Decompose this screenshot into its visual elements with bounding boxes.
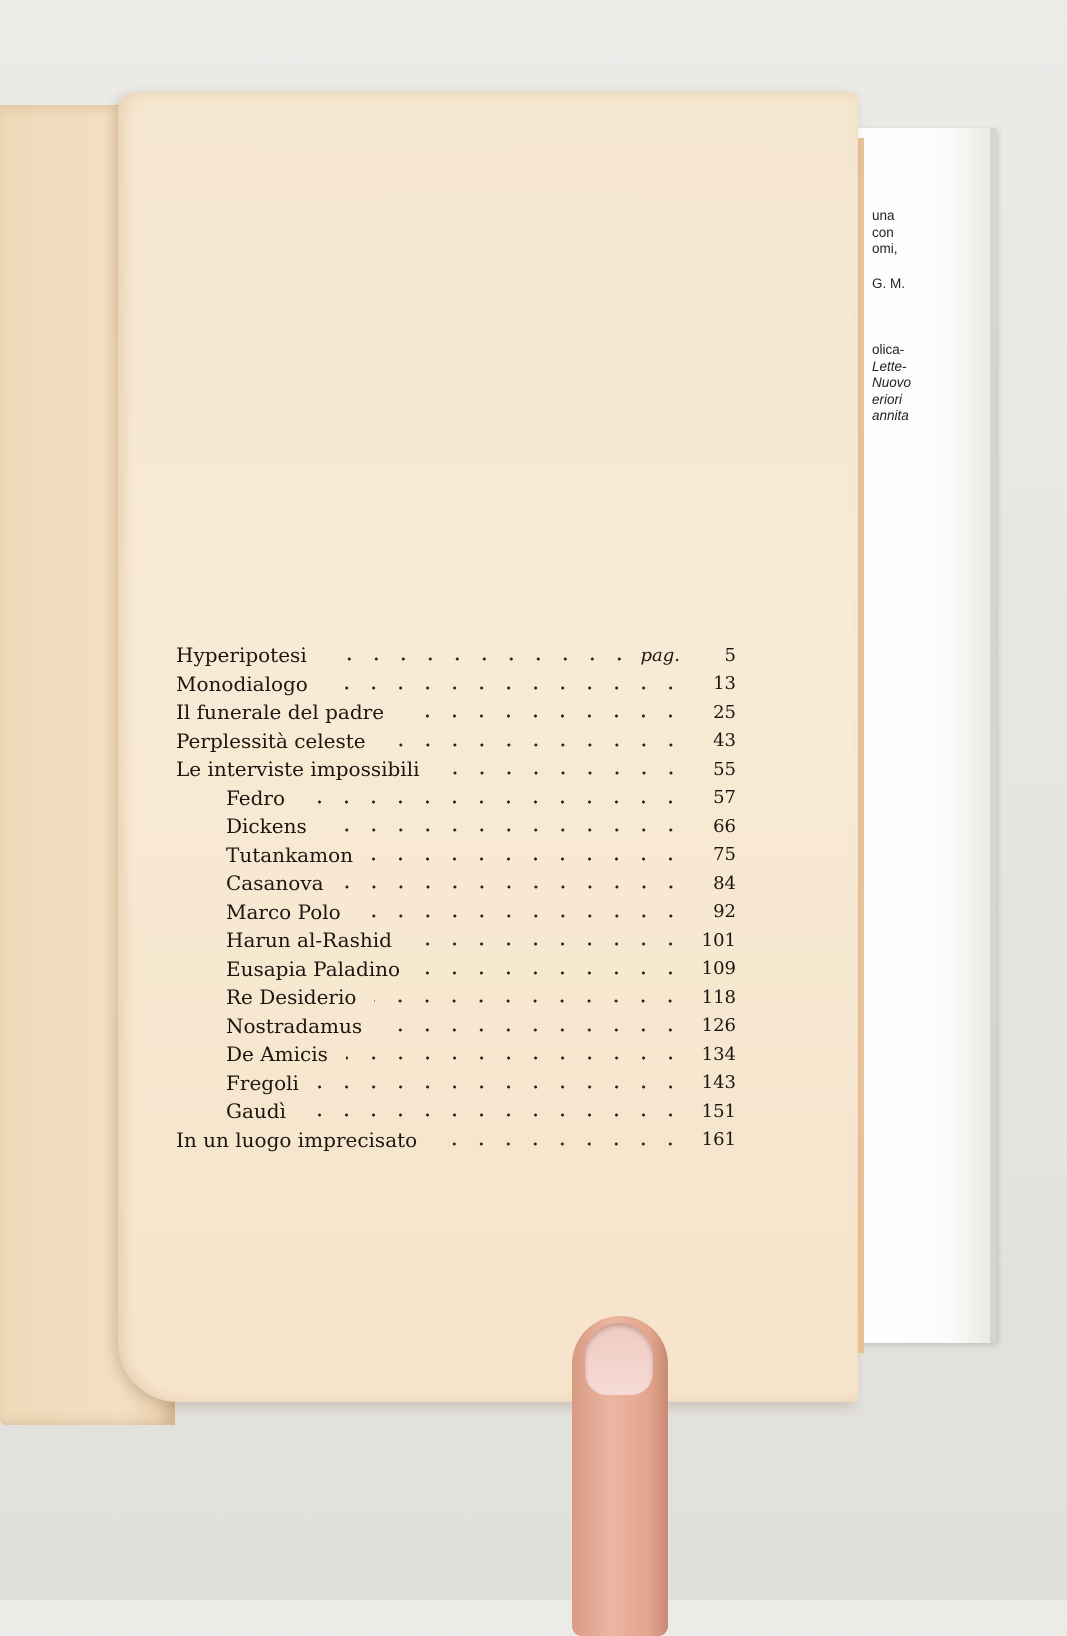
toc-entry (176, 641, 736, 670)
toc-entry-title: Casanova (226, 871, 324, 896)
toc-entry-page: 43 (713, 730, 736, 752)
toc-entry (176, 755, 736, 784)
toc-entry-title: Hyperipotesi (176, 643, 307, 668)
toc-entry-page: 143 (701, 1072, 736, 1094)
toc-entry-page: 5 (724, 644, 736, 666)
toc-entry-title: Fedro (226, 785, 286, 810)
toc-entry-page: 118 (701, 986, 736, 1008)
dot-leader (342, 885, 684, 889)
dot-leader (435, 1142, 684, 1146)
dot-leader (346, 1056, 684, 1060)
fingernail (585, 1323, 653, 1395)
toc-entry (176, 1097, 736, 1126)
dot-leader (384, 743, 684, 747)
table-of-contents (176, 641, 736, 1154)
toc-entry-page: 25 (713, 701, 736, 723)
toc-entry-page: 134 (701, 1043, 736, 1065)
dot-leader (410, 942, 684, 946)
toc-entry-page: 57 (713, 787, 736, 809)
toc-entry-title: Le interviste impossibili (176, 757, 420, 782)
dot-leader (418, 971, 684, 975)
toc-entry-title: Eusapia Paladino (226, 956, 401, 981)
toc-entry-page: 101 (701, 929, 736, 951)
toc-entry (176, 983, 736, 1012)
toc-entry-page: 13 (713, 673, 736, 695)
toc-entry (176, 698, 736, 727)
jacket-line: olica- (872, 342, 905, 357)
toc-entry (176, 869, 736, 898)
toc-entry (176, 727, 736, 756)
pag-label: pag. (640, 644, 680, 666)
toc-entry-title: Fregoli (226, 1070, 299, 1095)
toc-entry-page: 109 (701, 958, 736, 980)
dot-leader (359, 914, 684, 918)
jacket-line: con (872, 224, 894, 240)
toc-entry-page: 92 (713, 901, 736, 923)
dot-leader (438, 771, 685, 775)
dot-leader (326, 686, 684, 690)
toc-entry-title: Marco Polo (226, 899, 341, 924)
dot-leader (325, 657, 633, 661)
dot-leader (325, 828, 684, 832)
toc-entry-title: De Amicis (226, 1042, 328, 1067)
toc-entry-page: 126 (701, 1015, 736, 1037)
dot-leader (402, 714, 684, 718)
jacket-line: Lette- (872, 358, 907, 374)
toc-entry-page: 161 (701, 1129, 736, 1151)
toc-entry-title: Monodialogo (176, 671, 308, 696)
toc-entry-page: 66 (713, 815, 736, 837)
toc-entry (176, 841, 736, 870)
dot-leader (374, 999, 684, 1003)
toc-entry-title: In un luogo imprecisato (176, 1127, 418, 1152)
jacket-line: eriori (872, 391, 903, 407)
toc-entry-page: 55 (713, 758, 736, 780)
toc-entry-title: Dickens (226, 814, 307, 839)
toc-entry (176, 1012, 736, 1041)
toc-entry (176, 1126, 736, 1155)
jacket-line: annita (872, 408, 909, 423)
jacket-line: una (872, 208, 895, 223)
toc-entry-page: 84 (713, 872, 736, 894)
jacket-line: omi, (872, 241, 898, 256)
toc-entry-title: Tutankamon (226, 842, 353, 867)
dot-leader (303, 800, 684, 804)
toc-entry (176, 784, 736, 813)
toc-entry (176, 1040, 736, 1069)
jacket-line: Nuovo (872, 375, 912, 390)
dot-leader (317, 1085, 684, 1089)
toc-entry (176, 926, 736, 955)
jacket-flap-text (872, 208, 932, 425)
toc-entry-page: 151 (701, 1100, 736, 1122)
toc-entry (176, 955, 736, 984)
dot-leader (304, 1113, 684, 1117)
dot-leader (380, 1028, 684, 1032)
toc-entry (176, 898, 736, 927)
toc-entry-title: Harun al-Rashid (226, 928, 392, 953)
dot-leader (371, 857, 684, 861)
toc-entry-title: Il funerale del padre (176, 700, 385, 725)
toc-entry-title: Gaudì (226, 1099, 286, 1124)
toc-entry (176, 670, 736, 699)
jacket-initials: G. M. (872, 275, 905, 291)
toc-entry (176, 1069, 736, 1098)
toc-entry-page: 75 (713, 844, 736, 866)
toc-entry-title: Perplessità celeste (176, 728, 366, 753)
toc-entry-title: Re Desiderio (226, 985, 357, 1010)
toc-entry-title: Nostradamus (226, 1013, 363, 1038)
toc-entry (176, 812, 736, 841)
